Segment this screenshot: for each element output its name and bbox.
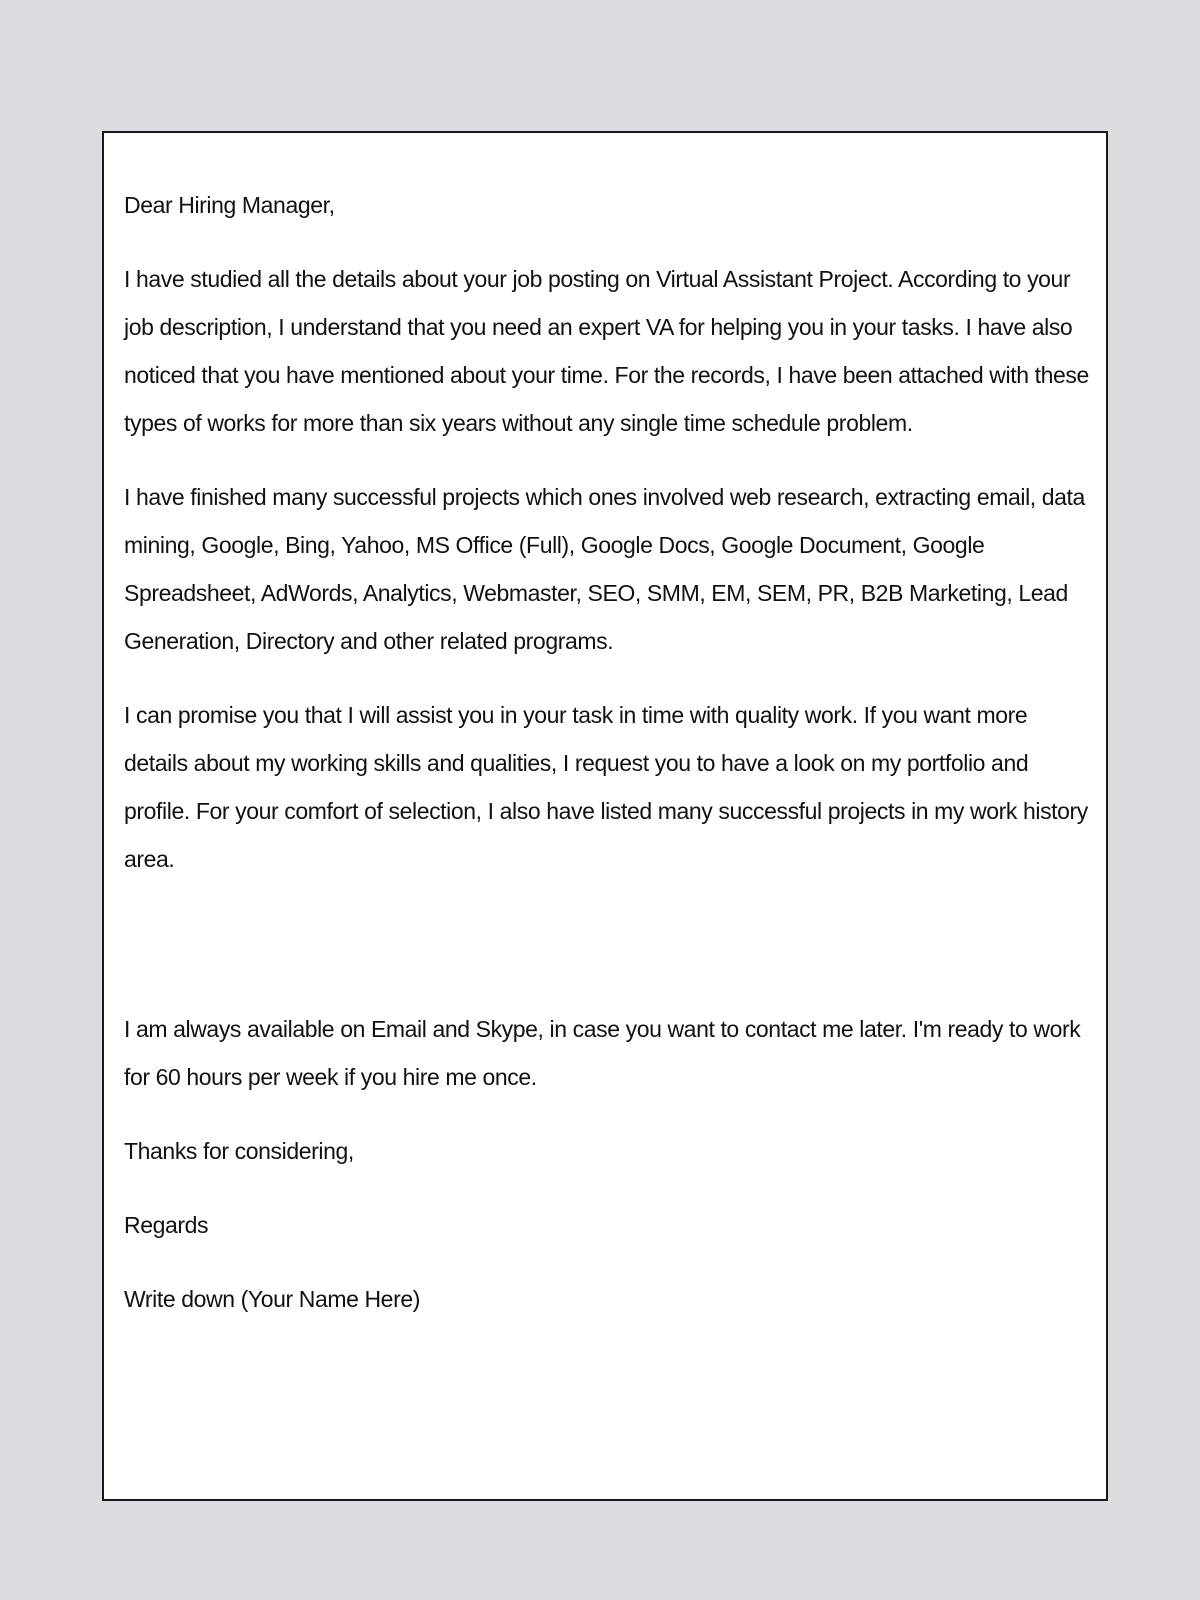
signature-line: Write down (Your Name Here) <box>124 1286 420 1312</box>
regards-line: Regards <box>124 1212 209 1238</box>
paragraph-availability: I am always available on Email and Skype, in case you want to contact me later. I'm ready to work for 60 hours per week if you hire me once. <box>124 1016 1081 1090</box>
greeting: Dear Hiring Manager, <box>124 192 335 218</box>
paragraph-promise: I can promise you that I will assist you in your task in time with quality work. If you want more details about my working skills and qualities, I request you to have a look on my portfolio and profile. For your comfort of selection, I also have listed many successful projects in my work history area. <box>124 702 1088 872</box>
paragraph-projects: I have finished many successful projects which ones involved web research, extracting email, data mining, Google, Bing, Yahoo, MS Office (Full), Google Docs, Google Document, Google Spreadsheet, AdWords, Analytics, Webmaster, SEO, SMM, EM, SEM, PR, B2B Marketing, Lead Generation, Directory and other related programs. <box>124 484 1085 654</box>
paragraph-job-posting: I have studied all the details about your job posting on Virtual Assistant Project. According to your job description, I understand that you need an expert VA for helping you in your tasks. I have also noticed that you have mentioned about your time. For the records, I have been attached with these types of works for more than six years without any single time schedule problem. <box>124 266 1089 436</box>
letter-page <box>102 131 1108 1501</box>
letter-body <box>124 181 1090 1349</box>
closing-line: Thanks for considering, <box>124 1138 354 1164</box>
